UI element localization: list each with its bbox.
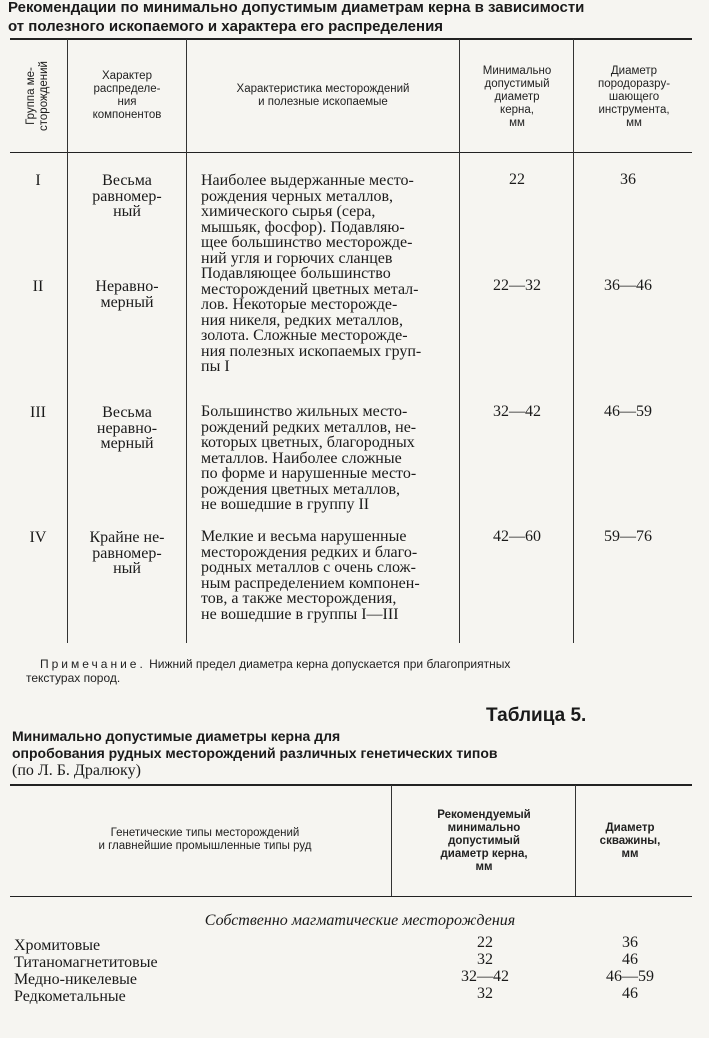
header-borehole-diameter: Диаметр скважины, мм <box>599 822 661 860</box>
row4-group: IV <box>29 529 47 546</box>
core-value: 22 <box>477 934 493 951</box>
header-character: Характер распределе- ния компонентов <box>92 70 162 121</box>
table2-col-divider-2 <box>575 785 576 896</box>
header-min-diameter: Минимально допустимый диаметр керна, мм <box>482 65 552 129</box>
row3-min-diameter: 32—42 <box>493 403 541 420</box>
core-value: 32 <box>477 951 493 968</box>
row4-min-diameter: 42—60 <box>493 528 541 545</box>
borehole-value: 46—59 <box>606 968 654 985</box>
table2-borehole-values <box>580 934 680 1002</box>
row1-description: Наиболее выдержанные место- рождения черных металлов, химического сырья (сера, мышьяк, фосфор). Подавляю- щее большинство месторожде- ний угля и горючих сланцев <box>201 172 414 267</box>
table-number-label: Таблица 5. <box>486 705 587 726</box>
header-group: Группа ме- сторождений <box>25 61 50 131</box>
borehole-value: 46 <box>622 985 638 1002</box>
row1-tool-diameter: 36 <box>620 171 636 188</box>
header-tool-diameter: Диаметр породоразру- шающего инструмента, мм <box>597 65 671 129</box>
row3-character: Весьма неравно- мерный <box>96 404 158 452</box>
table2-type-list <box>14 937 394 1005</box>
row2-character: Неравно- мерный <box>95 278 159 311</box>
row4-description: Мелкие и весьма нарушенные месторождения редких и благо- родных металлов с очень слож- ным распределением компонен- тов, а также месторождения, не вошедшие в группы I—III <box>201 528 420 623</box>
table1-col-divider-2 <box>186 39 187 643</box>
table1-header-rule <box>10 152 692 153</box>
row3-tool-diameter: 46—59 <box>604 403 652 420</box>
list-item: Хромитовые <box>14 937 101 954</box>
list-item: Титаномагнетитовые <box>14 954 158 971</box>
row2-tool-diameter: 36—46 <box>604 277 652 294</box>
row2-description: Подавляющее большинство месторождений цветных метал- лов. Некоторые месторожде- ния никеля, редких металлов, золота. Сложные месторожде- ния полезных ископаемых груп- пы I <box>201 265 422 376</box>
section-heading: Собственно магматические месторождения <box>204 912 516 929</box>
table2-title: Минимально допустимые диаметры керна для опробования рудных месторождений различных генетических типов (по Л. Б. Дралюку) <box>12 728 498 779</box>
row1-min-diameter: 22 <box>509 171 525 188</box>
row2-min-diameter: 22—32 <box>493 277 541 294</box>
row1-character: Весьма равномер- ный <box>92 172 162 220</box>
table1-title: Рекомендации по минимально допустимым диаметрам керна в зависимости от полезного ископаемого и характера его распределения <box>8 0 585 35</box>
core-value: 32—42 <box>461 968 509 985</box>
list-item: Медно-никелевые <box>14 971 138 988</box>
row2-group: II <box>32 278 44 295</box>
header-recommended-core: Рекомендуемый минимально допустимый диаметр керна, мм <box>437 809 531 873</box>
header-genetic-types: Генетические типы месторождений и главнейшие промышленные типы руд <box>98 827 312 852</box>
table2-col-divider-1 <box>391 785 392 896</box>
core-value: 32 <box>477 985 493 1002</box>
table2-core-values <box>420 934 550 1002</box>
table1-col-divider-3 <box>459 39 460 643</box>
table2-header-rule <box>10 896 692 897</box>
table1-top-rule <box>10 38 692 40</box>
row3-description: Большинство жильных место- рождений редких металлов, не- которых цветных, благородных металлов. Наиболее сложные по форме и нарушенные место- рождения цветных металлов, не вошедшие в группу II <box>201 403 417 514</box>
table2-top-rule <box>10 784 692 786</box>
table1-col-divider-4 <box>573 39 574 643</box>
borehole-value: 46 <box>622 951 638 968</box>
header-deposits: Характеристика месторождений и полезные ископаемые <box>236 83 410 108</box>
row4-character: Крайне не- равномер- ный <box>89 529 165 577</box>
list-item: Редкометальные <box>14 988 126 1005</box>
borehole-value: 36 <box>622 934 638 951</box>
row3-group: III <box>30 404 46 421</box>
row1-group: I <box>35 172 41 189</box>
row4-tool-diameter: 59—76 <box>604 528 652 545</box>
table1-note: Примечание. Нижний предел диаметра керна допускается при благоприятных текстурах пород. <box>26 657 511 685</box>
